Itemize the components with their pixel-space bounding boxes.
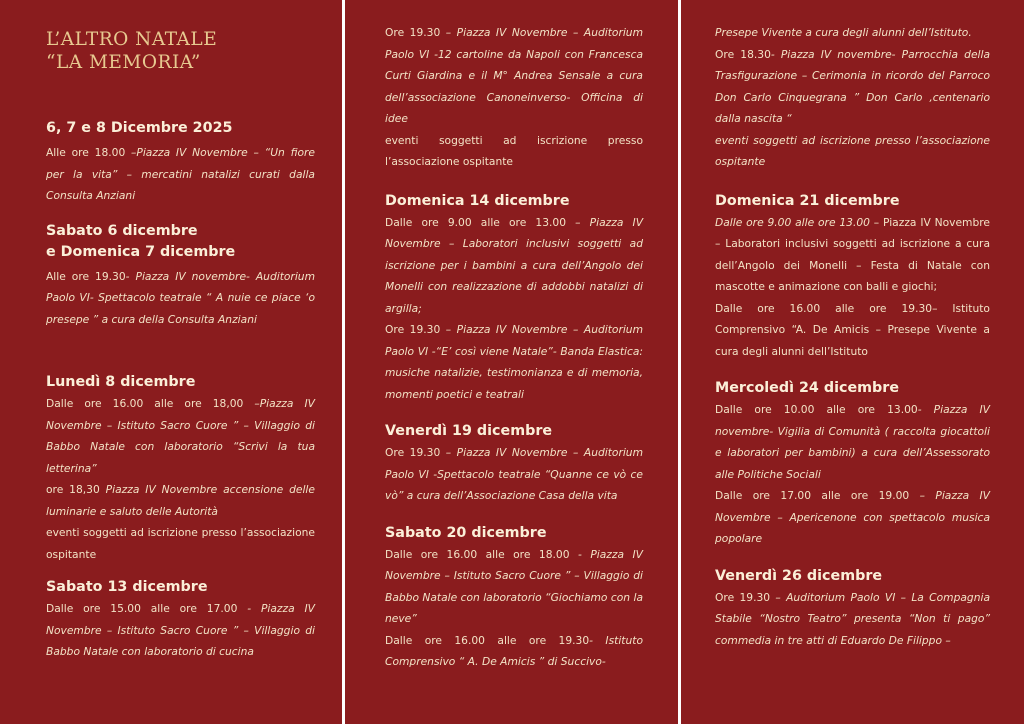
event-date-heading: Domenica 21 dicembre [715,192,900,209]
brochure-title [46,28,315,74]
column-1 [0,0,343,724]
event-time: Dalle ore 16.00 alle ore 18.00 [385,547,570,561]
column-3 [679,0,1024,724]
event-time: Dalle ore 10.00 alle ore 13.00 [715,403,918,416]
event-time: Dalle ore 9.00 alle ore 13.00 [715,215,870,229]
event-description [46,266,315,331]
event-time: Alle ore 19.30 [46,269,126,283]
event-details: - Piazza IV novembre- Vigilia di Comunità ( raccolta giocattoli e laboratori per bambini) a cura dell’Assessorato alle Politiche Sociali [715,403,990,481]
event-details: – Istituto Comprensivo “A. De Amicis – Presepe Vivente a cura degli alunni dell’Istituto [715,301,990,358]
title-line-2: “LA MEMORIA” [46,52,201,73]
event-time: Dalle ore 16.00 alle ore 19.30 [715,301,933,315]
event-details: - Piazza IV Novembre – Istituto Sacro Cuore ” – Villaggio di Babbo Natale con laboratorio di cucina [46,602,315,658]
event-details: – Piazza IV Novembre – Laboratori inclusivi soggetti ad iscrizione per i bambini a cura dell’Angolo dei Monelli con realizzazione di addobbi natalizi di argilla; [385,215,644,315]
event-description [385,212,643,320]
event-date-heading: Lunedì 8 dicembre [46,374,196,390]
title-line-1: L’ALTRO NATALE [46,29,218,50]
event-time: ore 18,30 [46,483,100,496]
event-date-heading: Sabato 13 dicembre [46,579,208,595]
registration-note: eventi soggetti ad iscrizione presso l’associazione ospitante [385,133,643,168]
event-description [46,479,315,522]
event-description [715,212,990,298]
event-details: – Piazza IV Novembre – Apericenone con spettacolo musica popolare [715,489,990,545]
event-date-heading: 6, 7 e 8 Dicembre 2025 [46,120,233,136]
column-2 [343,0,679,724]
registration-note: eventi soggetti ad iscrizione presso l’associazione ospitante [46,526,315,561]
event-time: Dalle ore 16.00 alle ore 18,00 [46,397,244,410]
event-description [715,485,990,550]
event-time: Dalle ore 17.00 alle ore 19.00 [715,489,910,502]
event-description [46,598,315,663]
event-time: Ore 18.30 [715,47,771,61]
event-details: - Piazza IV Novembre – Istituto Sacro Cuore ” – Villaggio di Babbo Natale con laboratorio “Giochiamo con la neve” [385,547,643,625]
event-date-heading: Venerdì 19 dicembre [385,423,553,439]
event-time: Dalle ore 15.00 alle ore 17.00 [46,602,238,615]
event-date-heading: Sabato 20 dicembre [385,524,547,541]
event-details: - Piazza IV novembre- Parrocchia della Trasfigurazione – Cerimonia in ricordo del Parroco Don Carlo Cinquegrana ” Don Carlo ,centenario dalla nascita “ [715,47,991,125]
event-details: –Piazza IV Novembre – “Un fiore per la vita” – mercatini natalizi curati dalla Consulta Anziani [46,146,315,202]
event-description [385,319,643,405]
registration-note: eventi soggetti ad iscrizione presso l’associazione ospitante [715,133,990,168]
event-date-heading [46,221,315,263]
event-continuation: Presepe Vivente a cura degli alunni dell’Istituto. [715,26,972,39]
event-description [46,393,315,479]
event-details: – Piazza IV Novembre – Laboratori inclusivi soggetti ad iscrizione a cura dell’Angolo dei Monelli – Festa di Natale con mascotte e animazione con balli e giochi; [715,215,990,293]
event-date-heading: Domenica 14 dicembre [385,192,570,209]
event-details: – Piazza IV Novembre – Auditorium Paolo VI -12 cartoline da Napoli con Francesca Curti Giardina e il M° Andrea Sensale a cura dell’associazione Canoneinverso- Officina di idee [385,26,643,125]
event-details: Piazza IV Novembre accensione delle luminarie e saluto delle Autorità [46,483,315,518]
event-details: – Auditorium Paolo VI – La Compagnia Stabile “Nostro Teatro” presenta “Non ti pago” commedia in tre atti di Eduardo De Filippo – [715,590,990,647]
event-description [715,587,990,652]
event-description [385,22,643,130]
event-time: Ore 19.30 [385,26,441,39]
event-details: – Piazza IV Novembre – Auditorium Paolo VI -“E’ così viene Natale”- Banda Elastica: musiche natalizie, testimonianza e di memoria, momenti poetici e teatrali [385,323,643,401]
event-date-heading: Venerdì 26 dicembre [715,567,883,584]
event-time: Dalle ore 9.00 alle ore 13.00 [385,215,567,229]
event-time: Ore 19.30 [385,323,441,336]
event-details: - Istituto Comprensivo “ A. De Amicis ” di Succivo- [385,633,643,668]
event-time: Dalle ore 16.00 alle ore 19.30 [385,633,590,647]
event-details: –Piazza IV Novembre – Istituto Sacro Cuore ” – Villaggio di Babbo Natale con laboratorio “Scrivi la tua letterina” [46,397,315,475]
event-time: Alle ore 18.00 [46,146,126,159]
event-date-heading: Mercoledì 24 dicembre [715,380,900,396]
event-time: Ore 19.30 [715,590,771,604]
event-description [385,630,643,673]
event-description [715,399,990,485]
event-description [715,298,990,363]
event-description [715,44,990,130]
event-date-line: Sabato 6 dicembre [46,222,198,239]
event-description [385,544,643,630]
event-time: Ore 19.30 [385,446,441,459]
event-description [385,442,643,507]
event-description [46,142,315,207]
event-details: - Piazza IV novembre- Auditorium Paolo VI- Spettacolo teatrale “ A nuie ce piace ‘o presepe ” a cura della Consulta Anziani [46,269,315,326]
event-date-line: e Domenica 7 dicembre [46,243,236,260]
event-details: – Piazza IV Novembre – Auditorium Paolo VI -Spettacolo teatrale “Quanne ce vò ce vò” a cura dell’Associazione Casa della vita [385,446,643,502]
